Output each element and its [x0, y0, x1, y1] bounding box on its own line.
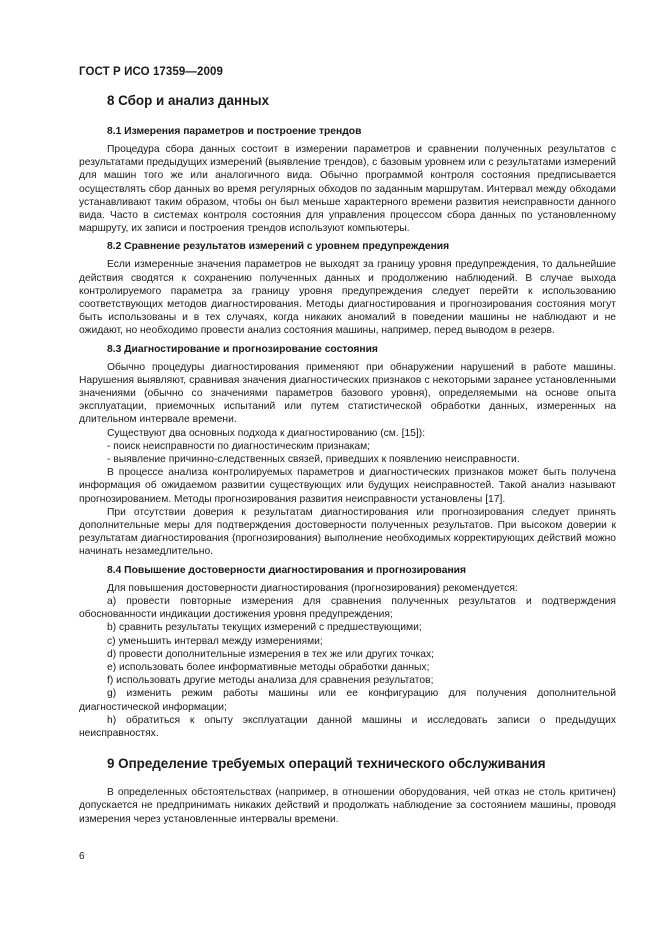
- list-item: - поиск неисправности по диагностическим признакам;: [107, 440, 371, 452]
- subsection-8-1-title: 8.1 Измерения параметров и построение трендов: [107, 126, 362, 137]
- list-item: а) провести повторные измерения для сравнения полученных результатов и подтверждения обоснованности индикации достижения уровня предупреждения;: [79, 595, 616, 621]
- list-item: g) изменить режим работы машины или ее конфигурацию для получения дополнительной диагностической информации;: [79, 688, 616, 713]
- subsection-8-2-title: 8.2 Сравнение результатов измерений с уровнем предупреждения: [107, 241, 450, 253]
- paragraph-8-3-2: Существуют два основных подхода к диагностированию (см. [15]):: [107, 427, 426, 439]
- page-number: 6: [79, 851, 85, 862]
- list-item: b) сравнить результаты текущих измерений с предшествующими;: [107, 622, 422, 634]
- page-content: [79, 92, 616, 826]
- list-item: d) провести дополнительные измерения в тех же или других точках;: [107, 648, 435, 660]
- list-item: - выявление причинно-следственных связей, приведших к появлению неисправности.: [107, 454, 520, 466]
- subsection-8-3-title: 8.3 Диагностирование и прогнозирование состояния: [107, 343, 378, 355]
- paragraph-8-1: Процедура сбора данных состоит в измерении параметров и сравнении полученных результатов с результатами предыдущих измерений (выявление трендов), с базовым уровнем или с результатами измерений для машин того же или аналогичного вида. Обычно программой контроля состояния предписывается осуществлять сбор данных во время регулярных обходов по заданным маршрутам. Интервал между обходами устанавливают таким образом, чтобы он был меньше характерного времени развития неисправности данного вида. Часто в системах контроля состояния для управления процессом сбора данных по установленному маршруту, их записи и построения трендов используют компьютеры.: [79, 144, 616, 235]
- paragraph-8-2: Если измеренные значения параметров не выходят за границу уровня предупреждения, то дальнейшие действия сводятся к сохранению полученных данных и продолжению наблюдений. В случае выхода контролируемого параметра за границу уровня предупреждения следует перейти к использованию соответствующих методов диагностирования. Методы диагностирования и прогнозирования состояния могут быть использованы и в тех случаях, когда никаких аномалий в поведении машины не наблюдают и не ожидают, но необходимо провести анализ состояния машины, например, перед выводом в резерв.: [79, 259, 616, 337]
- standard-header: ГОСТ Р ИСО 17359—2009: [79, 66, 224, 78]
- section-9-title: 9 Определение требуемых операций технического обслуживания: [107, 756, 546, 772]
- subsection-8-4-title: 8.4 Повышение достоверности диагностирования и прогнозирования: [107, 564, 467, 576]
- list-item: h) обратиться к опыту эксплуатации данной машины и исследовать записи о предыдущих неисправностях.: [79, 714, 616, 739]
- section-8-title: 8 Сбор и анализ данных: [107, 93, 270, 108]
- paragraph-8-3-3: В процессе анализа контролируемых параметров и диагностических признаков может быть получена информация об ожидаемом развитии существующих или будущих неисправностей. Такой анализ называют прогнозированием. Методы прогнозирования развития неисправности установлены [17].: [79, 467, 616, 505]
- paragraph-8-3-1: Обычно процедуры диагностирования применяют при обнаружении нарушений в работе машины. Нарушения выявляют, сравнивая значения диагностических признаков с некоторыми заранее установленными значениями (обычно со значениями параметров базового уровня), определяемыми на основе опыта эксплуатации, приемочных испытаний или путем статистической обработки данных, измеренных на длительном интервале времени.: [79, 361, 616, 426]
- list-item: e) использовать более информативные методы обработки данных;: [107, 661, 430, 673]
- paragraph-8-4: Для повышения достоверности диагностирования (прогнозирования) рекомендуется:: [107, 582, 518, 594]
- paragraph-8-3-4: При отсутствии доверия к результатам диагностирования или прогнозирования следует принять дополнительные меры для подтверждения достоверности полученных результатов. При высоком доверии к результатам диагностирования (прогнозирования) выполнение необходимых корректирующих действий можно начинать незамедлительно.: [79, 506, 616, 558]
- paragraph-9: В определенных обстоятельствах (например, в отношении оборудования, чей отказ не столь критичен) допускается не предпринимать никаких действий и продолжать наблюдение за состоянием машины, проводя измерения через установленные интервалы времени.: [79, 787, 616, 825]
- list-item: f) использовать другие методы анализа для сравнения результатов;: [107, 675, 434, 687]
- list-item: c) уменьшить интервал между измерениями;: [107, 635, 323, 647]
